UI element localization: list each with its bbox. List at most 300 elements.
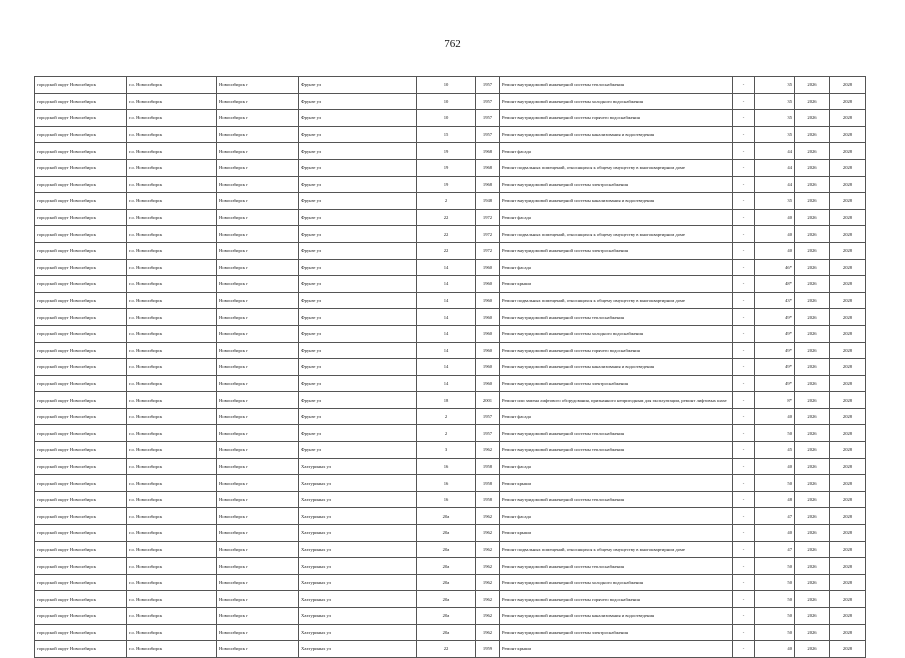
house-cell: 16	[417, 458, 476, 475]
street-cell: Фрунзе ул	[299, 259, 417, 276]
house-cell: 20а	[417, 574, 476, 591]
number-cell: 49*	[755, 375, 795, 392]
dash-cell: -	[733, 624, 755, 641]
table-row	[35, 325, 866, 342]
dash-cell: -	[733, 541, 755, 558]
start-year-cell: 2026	[795, 226, 830, 243]
street-cell: Фрунзе ул	[299, 176, 417, 193]
table-row	[35, 525, 866, 542]
district-cell: г.о. Новосибирск	[127, 292, 217, 309]
number-cell: 50	[755, 591, 795, 608]
table-row	[35, 558, 866, 575]
work-type-cell: Ремонт фасада	[500, 209, 733, 226]
table-row	[35, 541, 866, 558]
number-cell: 35	[755, 77, 795, 94]
start-year-cell: 2026	[795, 408, 830, 425]
number-cell: 40	[755, 641, 795, 658]
house-cell: 20а	[417, 558, 476, 575]
municipality-cell: городской округ Новосибирск	[35, 408, 127, 425]
street-cell: Хахтуриных ул	[299, 541, 417, 558]
end-year-cell: 2028	[830, 641, 866, 658]
end-year-cell: 2028	[830, 342, 866, 359]
work-type-cell: Ремонт внутридомовой инженерной системы теплоснабжения	[500, 425, 733, 442]
dash-cell: -	[733, 242, 755, 259]
table-row	[35, 209, 866, 226]
district-cell: г.о. Новосибирск	[127, 176, 217, 193]
start-year-cell: 2026	[795, 508, 830, 525]
number-cell: 44	[755, 159, 795, 176]
dash-cell: -	[733, 143, 755, 160]
municipality-cell: городской округ Новосибирск	[35, 508, 127, 525]
city-cell: Новосибирск г	[217, 458, 299, 475]
work-type-cell: Ремонт фасада	[500, 408, 733, 425]
number-cell: 45	[755, 442, 795, 459]
start-year-cell: 2026	[795, 458, 830, 475]
number-cell: 35	[755, 93, 795, 110]
house-cell: 10	[417, 110, 476, 127]
table-row	[35, 292, 866, 309]
end-year-cell: 2028	[830, 77, 866, 94]
house-cell: 20а	[417, 508, 476, 525]
year-cell: 1968	[476, 159, 500, 176]
municipality-cell: городской округ Новосибирск	[35, 541, 127, 558]
street-cell: Фрунзе ул	[299, 159, 417, 176]
house-cell: 20а	[417, 525, 476, 542]
municipality-cell: городской округ Новосибирск	[35, 458, 127, 475]
end-year-cell: 2028	[830, 574, 866, 591]
year-cell: 1960	[476, 276, 500, 293]
work-type-cell: Ремонт внутридомовой инженерной системы теплоснабжения	[500, 558, 733, 575]
end-year-cell: 2028	[830, 143, 866, 160]
start-year-cell: 2026	[795, 325, 830, 342]
street-cell: Хахтуриных ул	[299, 491, 417, 508]
end-year-cell: 2028	[830, 475, 866, 492]
end-year-cell: 2028	[830, 591, 866, 608]
city-cell: Новосибирск г	[217, 359, 299, 376]
number-cell: 40	[755, 525, 795, 542]
district-cell: г.о. Новосибирск	[127, 93, 217, 110]
dash-cell: -	[733, 309, 755, 326]
house-cell: 20а	[417, 624, 476, 641]
year-cell: 1960	[476, 342, 500, 359]
dash-cell: -	[733, 292, 755, 309]
house-cell: 14	[417, 276, 476, 293]
table-row	[35, 425, 866, 442]
street-cell: Фрунзе ул	[299, 77, 417, 94]
city-cell: Новосибирск г	[217, 325, 299, 342]
municipality-cell: городской округ Новосибирск	[35, 641, 127, 658]
city-cell: Новосибирск г	[217, 226, 299, 243]
city-cell: Новосибирск г	[217, 442, 299, 459]
start-year-cell: 2026	[795, 259, 830, 276]
city-cell: Новосибирск г	[217, 591, 299, 608]
district-cell: г.о. Новосибирск	[127, 159, 217, 176]
city-cell: Новосибирск г	[217, 392, 299, 409]
work-type-cell: Ремонт внутридомовой инженерной системы холодного водоснабжения	[500, 93, 733, 110]
table-row	[35, 143, 866, 160]
city-cell: Новосибирск г	[217, 608, 299, 625]
table-row	[35, 226, 866, 243]
start-year-cell: 2026	[795, 342, 830, 359]
year-cell: 1960	[476, 375, 500, 392]
year-cell: 1960	[476, 259, 500, 276]
city-cell: Новосибирск г	[217, 209, 299, 226]
number-cell: 49*	[755, 359, 795, 376]
table-row	[35, 159, 866, 176]
city-cell: Новосибирск г	[217, 425, 299, 442]
work-type-cell: Ремонт фасада	[500, 458, 733, 475]
street-cell: Фрунзе ул	[299, 359, 417, 376]
street-cell: Хахтуриных ул	[299, 525, 417, 542]
end-year-cell: 2028	[830, 558, 866, 575]
municipality-cell: городской округ Новосибирск	[35, 608, 127, 625]
start-year-cell: 2026	[795, 77, 830, 94]
start-year-cell: 2026	[795, 392, 830, 409]
end-year-cell: 2028	[830, 525, 866, 542]
year-cell: 1962	[476, 608, 500, 625]
municipality-cell: городской округ Новосибирск	[35, 624, 127, 641]
number-cell: 35	[755, 193, 795, 210]
dash-cell: -	[733, 508, 755, 525]
end-year-cell: 2028	[830, 226, 866, 243]
year-cell: 1972	[476, 242, 500, 259]
city-cell: Новосибирск г	[217, 110, 299, 127]
district-cell: г.о. Новосибирск	[127, 541, 217, 558]
work-type-cell: Ремонт или замена лифтового оборудования, признанного непригодным для эксплуатации, ремонт лифтовых шахт	[500, 392, 733, 409]
number-cell: 46*	[755, 259, 795, 276]
house-cell: 20а	[417, 541, 476, 558]
year-cell: 1960	[476, 309, 500, 326]
dash-cell: -	[733, 209, 755, 226]
start-year-cell: 2026	[795, 209, 830, 226]
city-cell: Новосибирск г	[217, 641, 299, 658]
house-cell: 22	[417, 226, 476, 243]
street-cell: Хахтуриных ул	[299, 574, 417, 591]
municipality-cell: городской округ Новосибирск	[35, 525, 127, 542]
table-row	[35, 491, 866, 508]
end-year-cell: 2028	[830, 458, 866, 475]
year-cell: 1948	[476, 193, 500, 210]
street-cell: Фрунзе ул	[299, 309, 417, 326]
municipality-cell: городской округ Новосибирск	[35, 574, 127, 591]
house-cell: 2	[417, 193, 476, 210]
work-type-cell: Ремонт внутридомовой инженерной системы теплоснабжения	[500, 442, 733, 459]
year-cell: 1968	[476, 176, 500, 193]
work-type-cell: Ремонт внутридомовой инженерной системы электроснабжения	[500, 242, 733, 259]
start-year-cell: 2026	[795, 574, 830, 591]
street-cell: Фрунзе ул	[299, 143, 417, 160]
dash-cell: -	[733, 375, 755, 392]
work-type-cell: Ремонт подвальных помещений, относящихся к общему имуществу в многоквартирном доме	[500, 159, 733, 176]
year-cell: 1972	[476, 209, 500, 226]
street-cell: Фрунзе ул	[299, 126, 417, 143]
city-cell: Новосибирск г	[217, 375, 299, 392]
street-cell: Фрунзе ул	[299, 242, 417, 259]
street-cell: Фрунзе ул	[299, 209, 417, 226]
end-year-cell: 2028	[830, 309, 866, 326]
number-cell: 50	[755, 624, 795, 641]
city-cell: Новосибирск г	[217, 342, 299, 359]
table-row	[35, 392, 866, 409]
year-cell: 1957	[476, 126, 500, 143]
municipality-cell: городской округ Новосибирск	[35, 93, 127, 110]
district-cell: г.о. Новосибирск	[127, 641, 217, 658]
start-year-cell: 2026	[795, 292, 830, 309]
table-row	[35, 309, 866, 326]
district-cell: г.о. Новосибирск	[127, 425, 217, 442]
year-cell: 1962	[476, 525, 500, 542]
house-cell: 14	[417, 259, 476, 276]
dash-cell: -	[733, 342, 755, 359]
city-cell: Новосибирск г	[217, 143, 299, 160]
work-type-cell: Ремонт крыши	[500, 525, 733, 542]
street-cell: Фрунзе ул	[299, 425, 417, 442]
number-cell: 48	[755, 491, 795, 508]
year-cell: 1958	[476, 458, 500, 475]
street-cell: Фрунзе ул	[299, 226, 417, 243]
house-cell: 14	[417, 309, 476, 326]
start-year-cell: 2026	[795, 93, 830, 110]
municipality-cell: городской округ Новосибирск	[35, 325, 127, 342]
municipality-cell: городской округ Новосибирск	[35, 193, 127, 210]
work-type-cell: Ремонт фасада	[500, 143, 733, 160]
end-year-cell: 2028	[830, 541, 866, 558]
street-cell: Хахтуриных ул	[299, 508, 417, 525]
city-cell: Новосибирск г	[217, 475, 299, 492]
municipality-cell: городской округ Новосибирск	[35, 226, 127, 243]
start-year-cell: 2026	[795, 126, 830, 143]
municipality-cell: городской округ Новосибирск	[35, 359, 127, 376]
year-cell: 1972	[476, 226, 500, 243]
number-cell: 48*	[755, 276, 795, 293]
start-year-cell: 2026	[795, 442, 830, 459]
table-row	[35, 475, 866, 492]
street-cell: Фрунзе ул	[299, 93, 417, 110]
end-year-cell: 2028	[830, 110, 866, 127]
dash-cell: -	[733, 93, 755, 110]
work-type-cell: Ремонт внутридомовой инженерной системы холодного водоснабжения	[500, 574, 733, 591]
start-year-cell: 2026	[795, 558, 830, 575]
house-cell: 20а	[417, 591, 476, 608]
dash-cell: -	[733, 608, 755, 625]
table-body	[35, 77, 866, 658]
table-row	[35, 176, 866, 193]
repair-schedule-table	[34, 76, 866, 658]
district-cell: г.о. Новосибирск	[127, 126, 217, 143]
district-cell: г.о. Новосибирск	[127, 558, 217, 575]
city-cell: Новосибирск г	[217, 159, 299, 176]
house-cell: 18	[417, 392, 476, 409]
table-row	[35, 442, 866, 459]
district-cell: г.о. Новосибирск	[127, 508, 217, 525]
city-cell: Новосибирск г	[217, 276, 299, 293]
start-year-cell: 2026	[795, 176, 830, 193]
dash-cell: -	[733, 325, 755, 342]
district-cell: г.о. Новосибирск	[127, 608, 217, 625]
dash-cell: -	[733, 408, 755, 425]
house-cell: 14	[417, 342, 476, 359]
district-cell: г.о. Новосибирск	[127, 458, 217, 475]
table-row	[35, 193, 866, 210]
table-row	[35, 242, 866, 259]
district-cell: г.о. Новосибирск	[127, 574, 217, 591]
street-cell: Фрунзе ул	[299, 110, 417, 127]
work-type-cell: Ремонт внутридомовой инженерной системы канализования и водоотведения	[500, 608, 733, 625]
number-cell: 49*	[755, 342, 795, 359]
year-cell: 1962	[476, 558, 500, 575]
year-cell: 1962	[476, 541, 500, 558]
house-cell: 16	[417, 491, 476, 508]
city-cell: Новосибирск г	[217, 525, 299, 542]
municipality-cell: городской округ Новосибирск	[35, 159, 127, 176]
municipality-cell: городской округ Новосибирск	[35, 425, 127, 442]
district-cell: г.о. Новосибирск	[127, 491, 217, 508]
number-cell: 35	[755, 110, 795, 127]
start-year-cell: 2026	[795, 491, 830, 508]
table-row	[35, 342, 866, 359]
page-number: 762	[444, 38, 461, 50]
district-cell: г.о. Новосибирск	[127, 475, 217, 492]
start-year-cell: 2026	[795, 110, 830, 127]
street-cell: Фрунзе ул	[299, 325, 417, 342]
district-cell: г.о. Новосибирск	[127, 591, 217, 608]
municipality-cell: городской округ Новосибирск	[35, 143, 127, 160]
number-cell: 8*	[755, 392, 795, 409]
house-cell: 10	[417, 93, 476, 110]
dash-cell: -	[733, 226, 755, 243]
end-year-cell: 2028	[830, 392, 866, 409]
work-type-cell: Ремонт крыши	[500, 475, 733, 492]
work-type-cell: Ремонт внутридомовой инженерной системы электроснабжения	[500, 176, 733, 193]
work-type-cell: Ремонт фасада	[500, 259, 733, 276]
street-cell: Фрунзе ул	[299, 342, 417, 359]
table-row	[35, 93, 866, 110]
year-cell: 1968	[476, 143, 500, 160]
start-year-cell: 2026	[795, 359, 830, 376]
year-cell: 1957	[476, 425, 500, 442]
municipality-cell: городской округ Новосибирск	[35, 491, 127, 508]
house-cell: 2	[417, 425, 476, 442]
municipality-cell: городской округ Новосибирск	[35, 375, 127, 392]
dash-cell: -	[733, 77, 755, 94]
municipality-cell: городской округ Новосибирск	[35, 259, 127, 276]
dash-cell: -	[733, 458, 755, 475]
house-cell: 14	[417, 325, 476, 342]
dash-cell: -	[733, 491, 755, 508]
house-cell: 22	[417, 242, 476, 259]
work-type-cell: Ремонт внутридомовой инженерной системы холодного водоснабжения	[500, 325, 733, 342]
house-cell: 2	[417, 408, 476, 425]
dash-cell: -	[733, 442, 755, 459]
end-year-cell: 2028	[830, 193, 866, 210]
end-year-cell: 2028	[830, 508, 866, 525]
district-cell: г.о. Новосибирск	[127, 276, 217, 293]
city-cell: Новосибирск г	[217, 242, 299, 259]
number-cell: 40	[755, 226, 795, 243]
number-cell: 50	[755, 574, 795, 591]
district-cell: г.о. Новосибирск	[127, 77, 217, 94]
municipality-cell: городской округ Новосибирск	[35, 591, 127, 608]
start-year-cell: 2026	[795, 309, 830, 326]
start-year-cell: 2026	[795, 242, 830, 259]
work-type-cell: Ремонт подвальных помещений, относящихся к общему имуществу в многоквартирном доме	[500, 541, 733, 558]
start-year-cell: 2026	[795, 525, 830, 542]
start-year-cell: 2026	[795, 475, 830, 492]
year-cell: 1962	[476, 442, 500, 459]
year-cell: 1962	[476, 591, 500, 608]
street-cell: Хахтуриных ул	[299, 591, 417, 608]
table-row	[35, 641, 866, 658]
house-cell: 14	[417, 359, 476, 376]
dash-cell: -	[733, 110, 755, 127]
start-year-cell: 2026	[795, 541, 830, 558]
street-cell: Хахтуриных ул	[299, 624, 417, 641]
city-cell: Новосибирск г	[217, 491, 299, 508]
end-year-cell: 2028	[830, 126, 866, 143]
table-row	[35, 259, 866, 276]
work-type-cell: Ремонт крыши	[500, 276, 733, 293]
dash-cell: -	[733, 558, 755, 575]
end-year-cell: 2028	[830, 159, 866, 176]
year-cell: 1957	[476, 93, 500, 110]
city-cell: Новосибирск г	[217, 541, 299, 558]
table-row	[35, 574, 866, 591]
city-cell: Новосибирск г	[217, 309, 299, 326]
work-type-cell: Ремонт внутридомовой инженерной системы канализования и водоотведения	[500, 126, 733, 143]
dash-cell: -	[733, 126, 755, 143]
district-cell: г.о. Новосибирск	[127, 209, 217, 226]
end-year-cell: 2028	[830, 608, 866, 625]
work-type-cell: Ремонт крыши	[500, 641, 733, 658]
dash-cell: -	[733, 276, 755, 293]
district-cell: г.о. Новосибирск	[127, 442, 217, 459]
year-cell: 1957	[476, 110, 500, 127]
district-cell: г.о. Новосибирск	[127, 143, 217, 160]
number-cell: 44	[755, 176, 795, 193]
end-year-cell: 2028	[830, 292, 866, 309]
dash-cell: -	[733, 159, 755, 176]
end-year-cell: 2028	[830, 442, 866, 459]
number-cell: 50	[755, 608, 795, 625]
street-cell: Фрунзе ул	[299, 442, 417, 459]
start-year-cell: 2026	[795, 193, 830, 210]
end-year-cell: 2028	[830, 242, 866, 259]
street-cell: Фрунзе ул	[299, 292, 417, 309]
work-type-cell: Ремонт внутридомовой инженерной системы горячего водоснабжения	[500, 110, 733, 127]
end-year-cell: 2028	[830, 408, 866, 425]
city-cell: Новосибирск г	[217, 558, 299, 575]
city-cell: Новосибирск г	[217, 292, 299, 309]
work-type-cell: Ремонт внутридомовой инженерной системы канализования и водоотведения	[500, 359, 733, 376]
street-cell: Хахтуриных ул	[299, 558, 417, 575]
municipality-cell: городской округ Новосибирск	[35, 126, 127, 143]
table-row	[35, 359, 866, 376]
year-cell: 1962	[476, 574, 500, 591]
start-year-cell: 2026	[795, 159, 830, 176]
work-type-cell: Ремонт внутридомовой инженерной системы теплоснабжения	[500, 77, 733, 94]
city-cell: Новосибирск г	[217, 259, 299, 276]
municipality-cell: городской округ Новосибирск	[35, 110, 127, 127]
number-cell: 44	[755, 143, 795, 160]
dash-cell: -	[733, 392, 755, 409]
table-row	[35, 458, 866, 475]
dash-cell: -	[733, 259, 755, 276]
house-cell: 20а	[417, 608, 476, 625]
number-cell: 50	[755, 425, 795, 442]
start-year-cell: 2026	[795, 425, 830, 442]
house-cell: 19	[417, 176, 476, 193]
city-cell: Новосибирск г	[217, 624, 299, 641]
